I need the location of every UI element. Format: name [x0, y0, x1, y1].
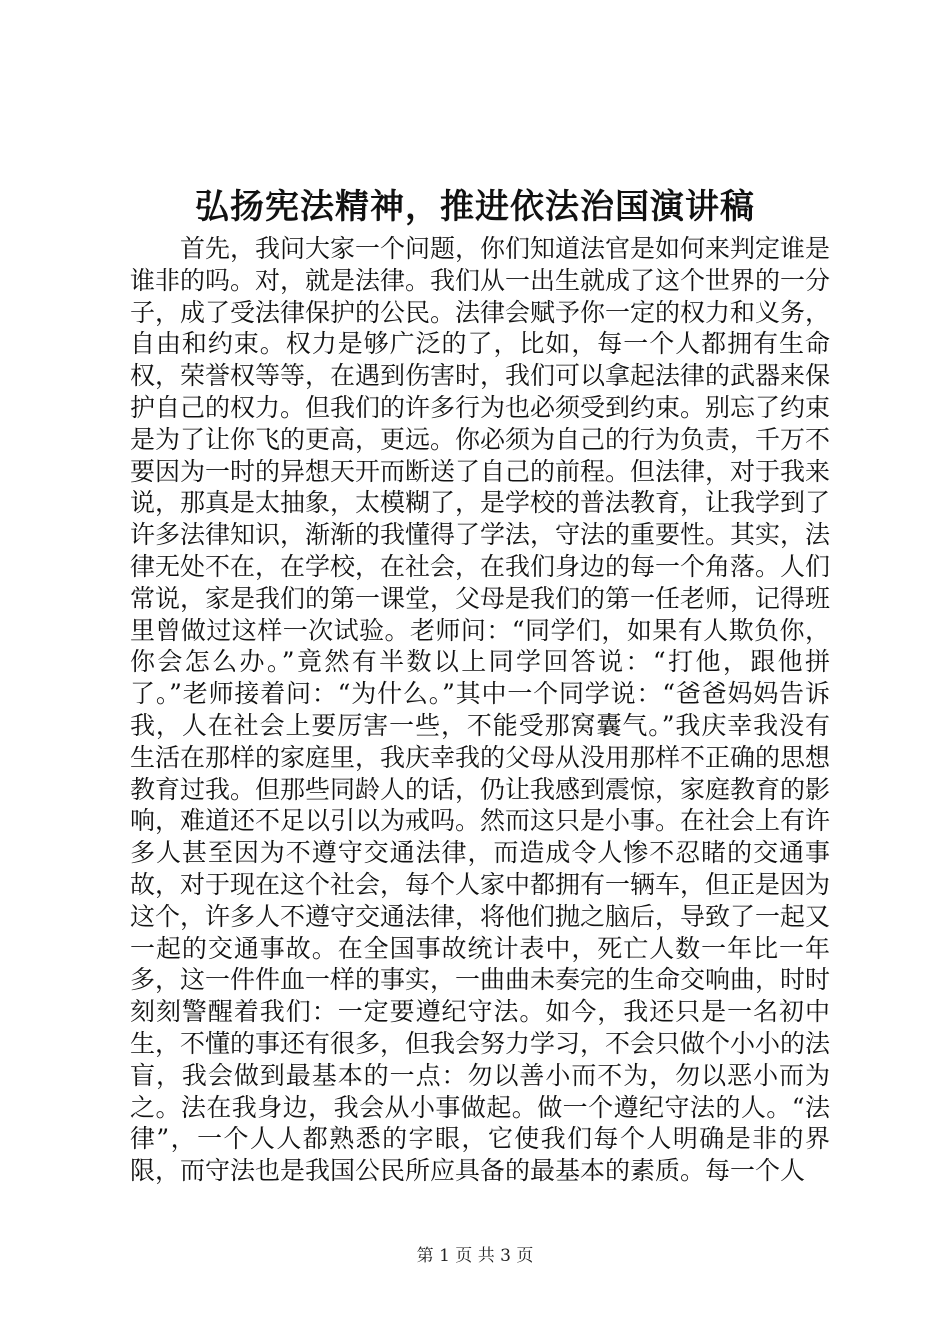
page-number-footer: 第 1 页 共 3 页 [416, 1246, 534, 1266]
document-body-paragraph: 首先，我问大家一个问题，你们知道法官是如何来判定谁是谁非的吗。对，就是法律。我们从一出生就成了这个世界的一分子，成了受法律保护的公民。法律会赋予你一定的权力和义务，自由和约束。权力是够广泛的了，比如，每一个人都拥有生命权，荣誉权等等，在遇到伤害时，我们可以拿起法律的武器来保护自己的权力。但我们的许多行为也必须受到约束。别忘了约束是为了让你飞的更高，更远。你必须为自己的行为负责，千万不要因为一时的异想天开而断送了自己的前程。但法律，对于我来说，那真是太抽象，太模糊了，是学校的普法教育，让我学到了许多法律知识，渐渐的我懂得了学法，守法的重要性。其实，法律无处不在，在学校，在社会，在我们身边的每一个角落。人们常说，家是我们的第一课堂，父母是我们的第一任老师，记得班里曾做过这样一次试验。老师问：“同学们，如果有人欺负你，你会怎么办。”竟然有半数以上同学回答说：“打他，跟他拼了。”老师接着问：“为什么。”其中一个同学说：“爸爸妈妈告诉我，人在社会上要厉害一些，不能受那窝囊气。”我庆幸我没有生活在那样的家庭里，我庆幸我的父母从没用那样不正确的思想教育过我。但那些同龄人的话，仍让我感到震惊，家庭教育的影响，难道还不足以引以为戒吗。然而这只是小事。在社会上有许多人甚至因为不遵守交通法律，而造成令人惨不忍睹的交通事故，对于现在这个社会，每个人家中都拥有一辆车，但正是因为这个，许多人不遵守交通法律，将他们抛之脑后，导致了一起又一起的交通事故。在全国事故统计表中，死亡人数一年比一年多，这一件件血一样的事实，一曲曲未奏完的生命交响曲，时时刻刻警醒着我们：一定要遵纪守法。如今，我还只是一名初中生，不懂的事还有很多，但我会努力学习，不会只做个小小的法盲，我会做到最基本的一点：勿以善小而不为，勿以恶小而为之。法在我身边，我会从小事做起。做一个遵纪守法的人。“法律”，一个人人都熟悉的字眼，它使我们每个人明确是非的界限，而守法也是我国公民所应具备的最基本的素质。每一个人 [130, 234, 831, 1186]
document-title: 弘扬宪法精神，推进依法治国演讲稿 [195, 187, 755, 227]
